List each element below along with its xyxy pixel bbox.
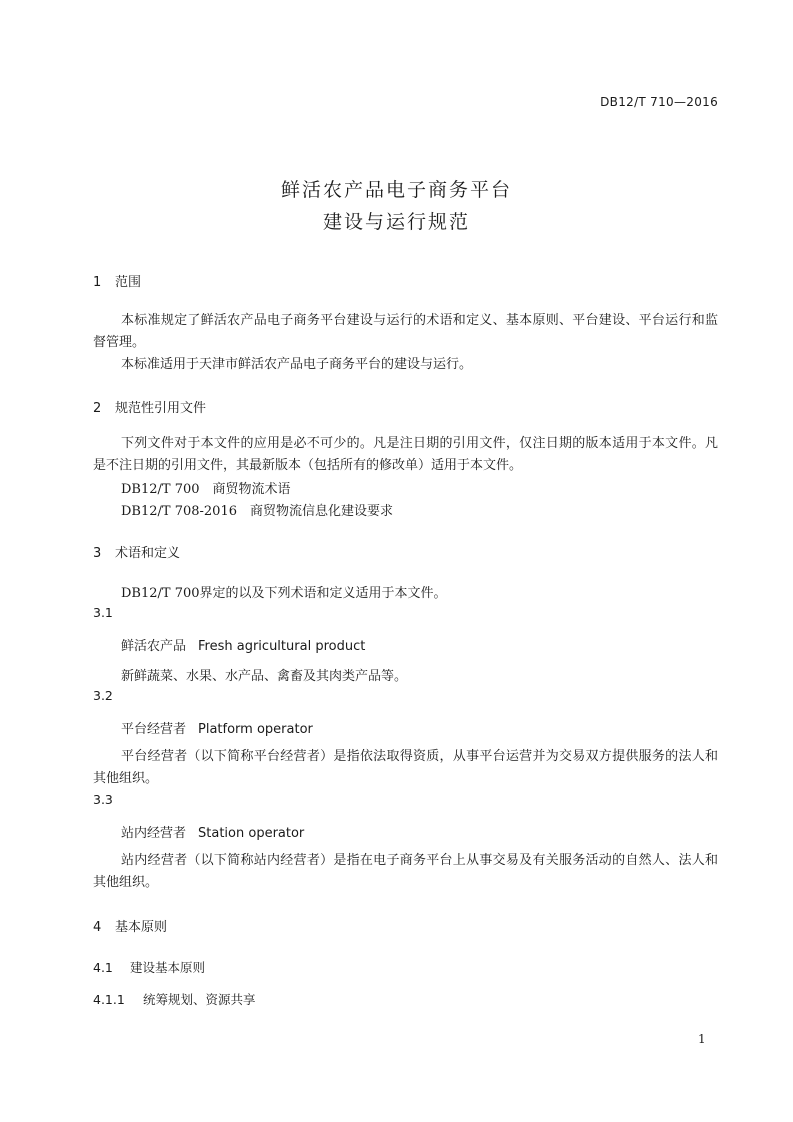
section-2-heading: [93, 397, 206, 416]
term-name-en: Platform operator: [198, 722, 313, 737]
reference-item-1: DB12/T 700 商贸物流术语: [121, 482, 291, 497]
term-definition: 新鲜蔬菜、水果、水产品、禽畜及其肉类产品等。: [121, 669, 408, 684]
term-name-cn: 平台经营者: [121, 722, 187, 737]
subsection-4-1-heading: [93, 958, 205, 976]
term-definition: 平台经营者（以下简称平台经营者）是指依法取得资质，从事平台运营并为交易双方提供服务的法人和其他组织。: [93, 749, 718, 786]
term-heading: [121, 718, 313, 737]
document-title-line-2: 建设与运行规范: [322, 211, 470, 233]
term-name-cn: 鲜活农产品: [121, 639, 187, 654]
section-number: 4: [93, 920, 102, 935]
section-3-intro: DB12/T 700界定的以及下列术语和定义适用于本文件。: [121, 586, 447, 601]
term-name-en: Station operator: [198, 826, 305, 841]
section-title: 基本原则: [115, 920, 168, 935]
subsection-4-1-1-heading: [93, 990, 256, 1008]
section-1-paragraph-1: 本标准规定了鲜活农产品电子商务平台建设与运行的术语和定义、基本原则、平台建设、平台运行和监督管理。: [93, 313, 718, 350]
section-3-heading: [93, 542, 180, 561]
section-1-heading: [93, 271, 141, 290]
subsection-number: 4.1: [93, 960, 113, 975]
section-title: 范围: [115, 275, 142, 290]
term-number: 3.2: [93, 688, 113, 703]
page-number: 1: [698, 1032, 706, 1046]
term-definition: 站内经营者（以下简称站内经营者）是指在电子商务平台上从事交易及有关服务活动的自然人、法人和其他组织。: [93, 853, 718, 890]
term-name-cn: 站内经营者: [121, 826, 187, 841]
term-heading: [121, 635, 365, 654]
section-number: 1: [93, 275, 102, 290]
subsection-number: 4.1.1: [93, 992, 125, 1007]
reference-item-2: DB12/T 708-2016 商贸物流信息化建设要求: [121, 504, 393, 519]
section-4-heading: [93, 916, 167, 935]
term-number: 3.1: [93, 605, 113, 620]
document-title-line-1: 鲜活农产品电子商务平台: [280, 179, 512, 201]
section-number: 2: [93, 401, 102, 416]
section-title: 术语和定义: [115, 546, 181, 561]
subsection-title: 建设基本原则: [130, 960, 206, 975]
term-name-en: Fresh agricultural product: [198, 639, 366, 654]
section-1-paragraph-2: 本标准适用于天津市鲜活农产品电子商务平台的建设与运行。: [121, 357, 473, 372]
subsection-title: 统筹规划、资源共享: [143, 992, 256, 1007]
section-2-paragraph-1: 下列文件对于本文件的应用是必不可少的。凡是注日期的引用文件，仅注日期的版本适用于本文件。凡是不注日期的引用文件，其最新版本（包括所有的修改单）适用于本文件。: [93, 436, 718, 473]
section-title: 规范性引用文件: [115, 401, 207, 416]
term-heading: [121, 822, 304, 841]
document-id: DB12/T 710—2016: [600, 95, 718, 109]
section-number: 3: [93, 546, 102, 561]
term-number: 3.3: [93, 792, 113, 807]
